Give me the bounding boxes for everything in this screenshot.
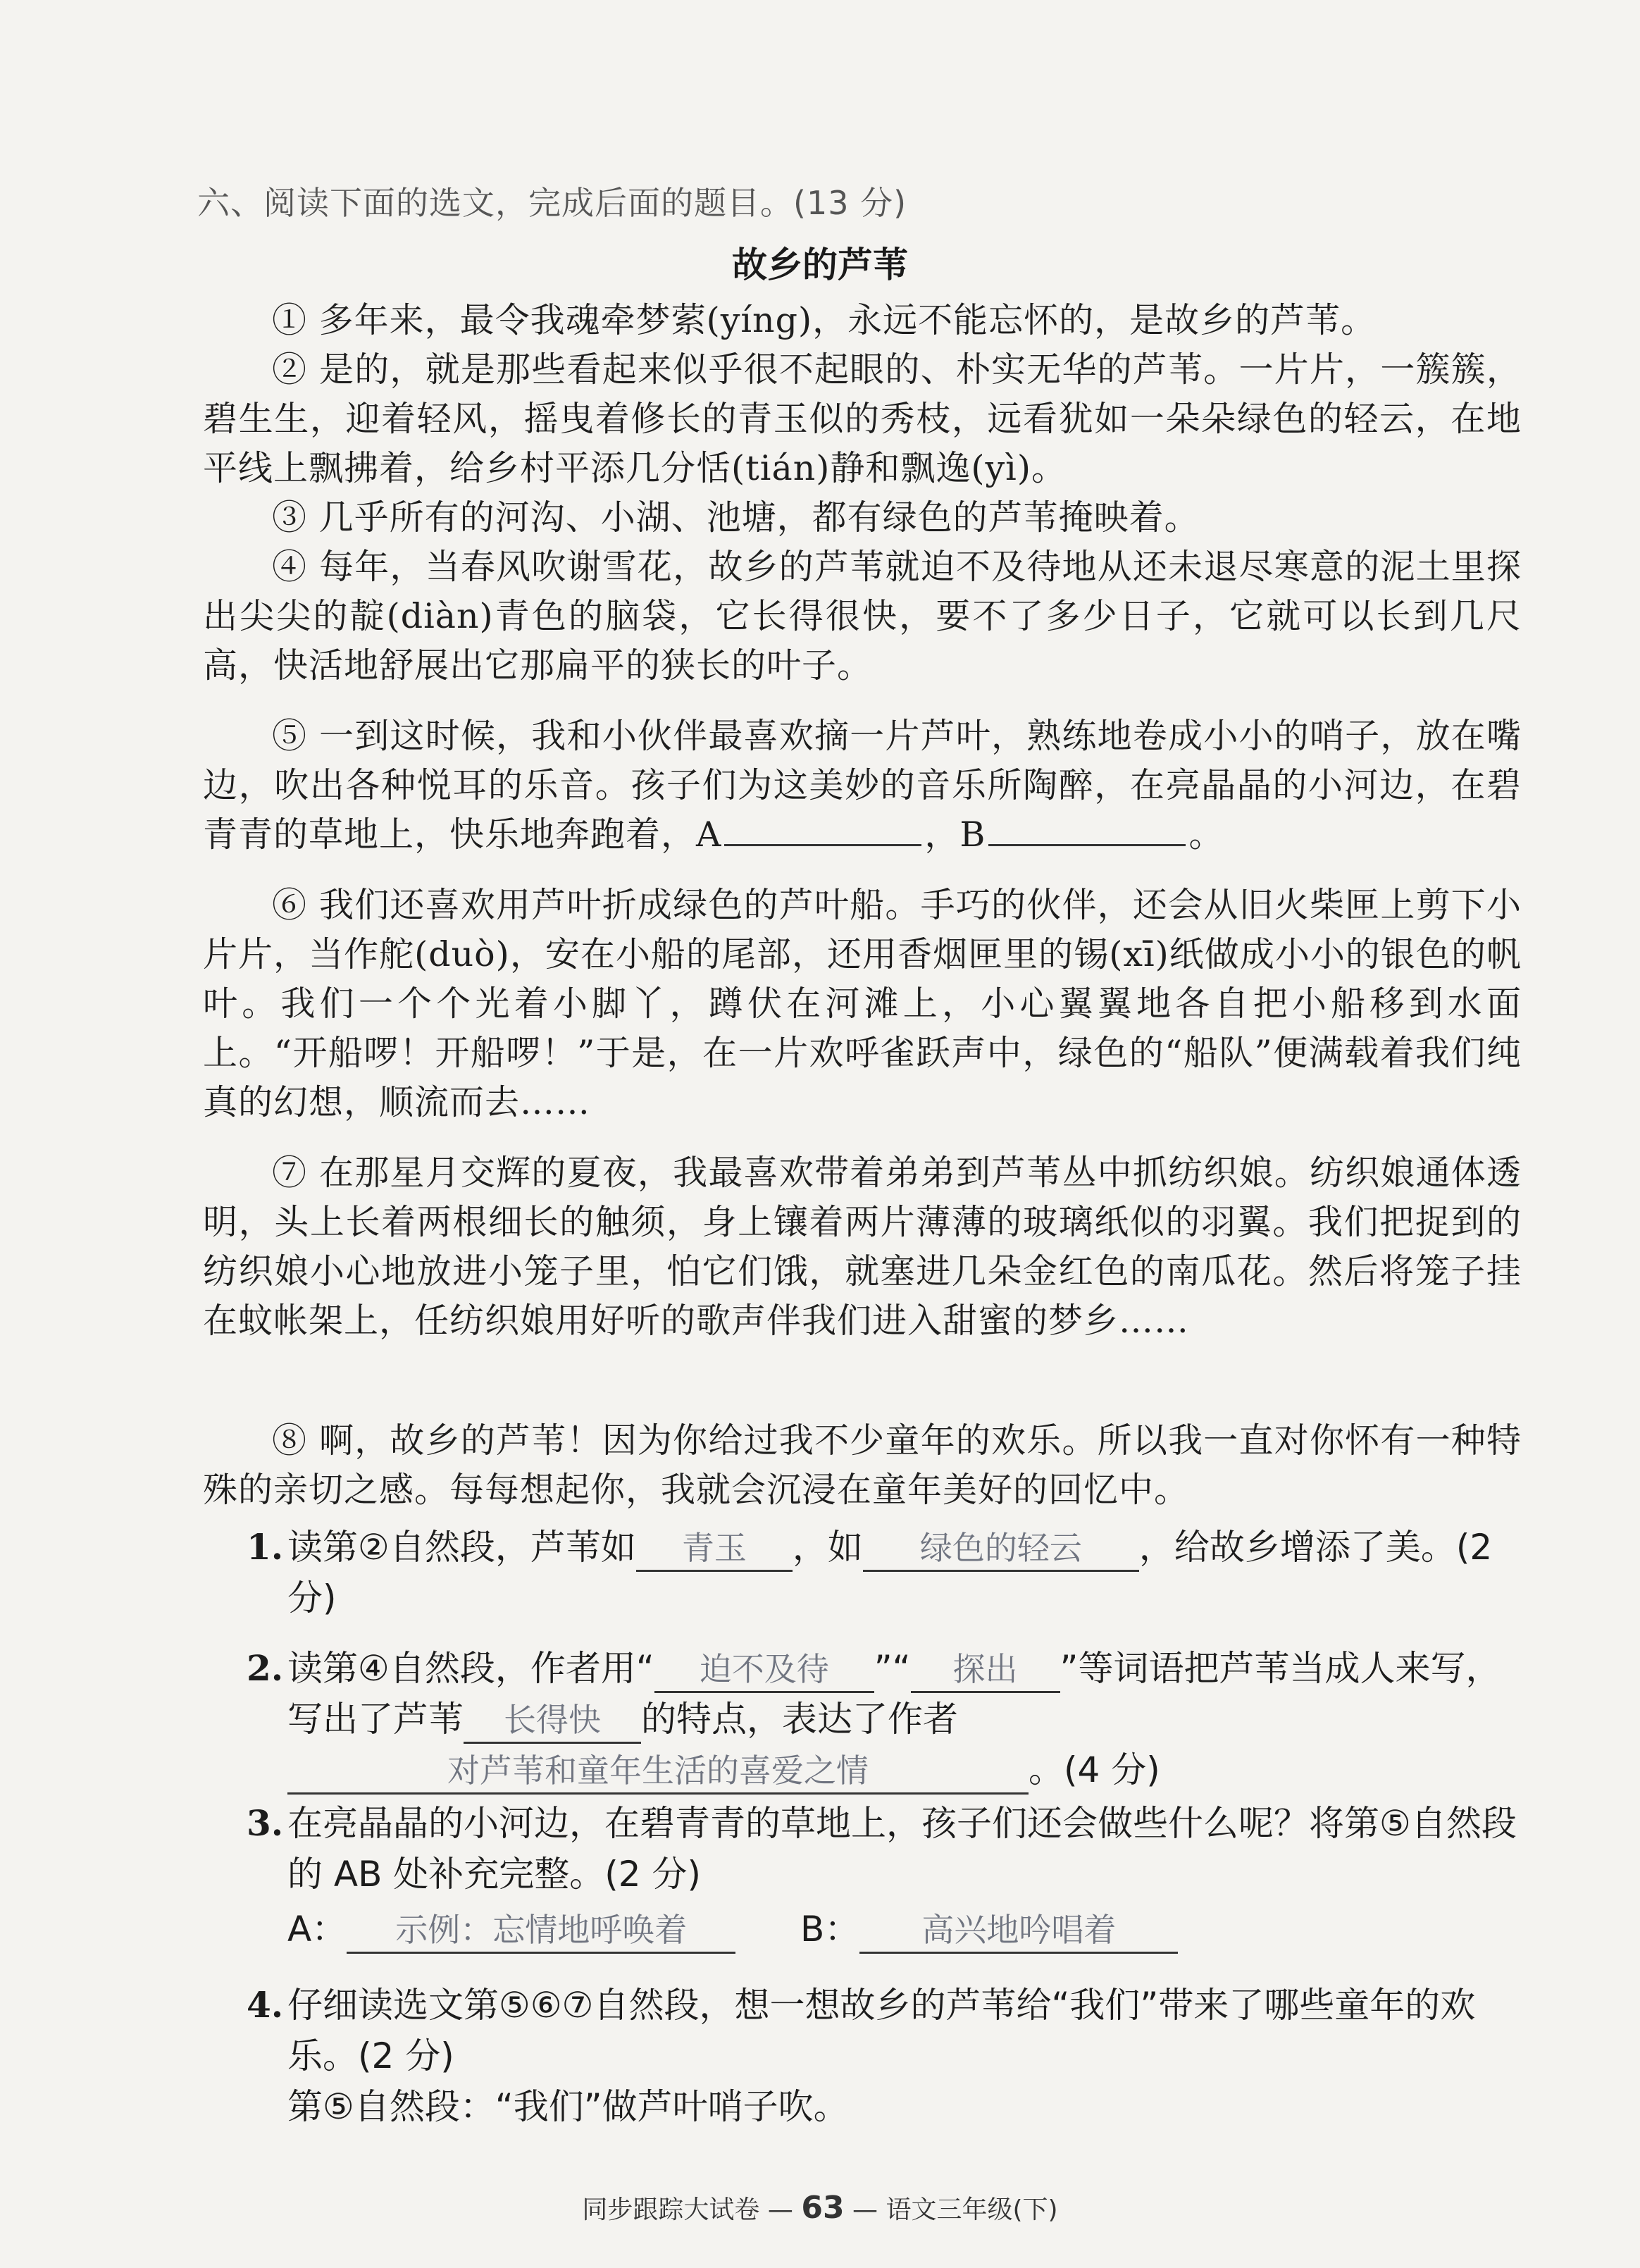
article-title: 故乡的芦苇 bbox=[732, 244, 908, 285]
q2-text-4: 的特点，表达了作者 bbox=[641, 1699, 958, 1740]
paragraph-2: ② 是的，就是那些看起来似乎很不起眼的、朴实无华的芦苇。一片片，一簇簇，碧生生，迎着轻风，摇曳着修长的青玉似的秀枝，远看犹如一朵朵绿色的轻云，在地平线上飘拂着，给乡村平添几分恬(tián)静和飘逸(yì)。 bbox=[203, 349, 1522, 488]
blank-a bbox=[724, 812, 921, 846]
question-4-line-1: 第⑤自然段：“我们”做芦叶哨子吹。 bbox=[287, 2086, 849, 2127]
q1-text-3: ，给故乡增添了美。(2分) bbox=[287, 1527, 1493, 1618]
q2-text-5: 。(4 分) bbox=[1029, 1749, 1160, 1790]
paragraph-3: ③ 几乎所有的河沟、小湖、池塘，都有绿色的芦苇掩映着。 bbox=[272, 497, 1200, 538]
paragraph-5-end: 。 bbox=[1188, 814, 1224, 855]
question-1-number: 1. bbox=[247, 1526, 284, 1568]
blank-b bbox=[988, 812, 1186, 846]
q2-answer-4: 对芦苇和童年生活的喜爱之情 bbox=[287, 1749, 1029, 1795]
paragraph-1: ① 多年来，最令我魂牵梦萦(yíng)，永远不能忘怀的，是故乡的芦苇。 bbox=[272, 300, 1377, 340]
q3-text: 在亮晶晶的小河边，在碧青青的草地上，孩子们还会做些什么呢？将第⑤自然段的 AB 处补充完整。(2 分) bbox=[287, 1803, 1517, 1895]
paragraph-6: ⑥ 我们还喜欢用芦叶折成绿色的芦叶船。手巧的伙伴，还会从旧火柴匣上剪下小片片，当作舵(duò)，安在小船的尾部，还用香烟匣里的锡(xī)纸做成小小的银色的帆叶。我们一个个光着小脚丫，蹲伏在河滩上，小心翼翼地各自把小船移到水面上。“开船啰！开船啰！”于是，在一片欢呼雀跃声中，绿色的“船队”便满载着我们纯真的幻想，顺流而去…… bbox=[203, 885, 1522, 1122]
question-3 bbox=[247, 1798, 1522, 1900]
blank-b-label: B bbox=[959, 814, 986, 855]
footer-right: — 语文三年级(下) bbox=[852, 2195, 1058, 2224]
q1-text-2: ，如 bbox=[792, 1527, 863, 1568]
question-2 bbox=[247, 1643, 1522, 1795]
paragraph-8: ⑧ 啊，故乡的芦苇！因为你给过我不少童年的欢乐。所以我一直对你怀有一种特殊的亲切之感。每每想起你，我就会沉浸在童年美好的回忆中。 bbox=[203, 1420, 1522, 1510]
page-number: 63 bbox=[801, 2190, 845, 2226]
q1-answer-1: 青玉 bbox=[636, 1526, 793, 1572]
q2-text-2: ”“ bbox=[874, 1648, 911, 1689]
q2-answer-2: 探出 bbox=[911, 1647, 1060, 1693]
q2-answer-3: 长得快 bbox=[464, 1698, 641, 1744]
question-1 bbox=[247, 1522, 1522, 1623]
q3-label-b: B： bbox=[800, 1909, 860, 1950]
blank-sep: ， bbox=[924, 814, 960, 855]
question-2-number: 2. bbox=[247, 1647, 284, 1689]
question-3-answers bbox=[287, 1904, 1522, 1954]
q3-answer-a: 示例：忘情地呼唤着 bbox=[347, 1908, 735, 1954]
footer-left: 同步跟踪大试卷 — bbox=[582, 2195, 793, 2224]
paragraph-5 bbox=[203, 712, 1522, 860]
q1-text-1: 读第②自然段，芦苇如 bbox=[287, 1527, 636, 1568]
question-3-number: 3. bbox=[247, 1802, 284, 1844]
paragraph-4: ④ 每年，当春风吹谢雪花，故乡的芦苇就迫不及待地从还未退尽寒意的泥土里探出尖尖的靛(diàn)青色的脑袋，它长得很快，要不了多少日子，它就可以长到几尺高，快活地舒展出它那扁平的狭长的叶子。 bbox=[203, 547, 1522, 686]
paragraph-7: ⑦ 在那星月交辉的夏夜，我最喜欢带着弟弟到芦苇丛中抓纺织娘。纺织娘通体透明，头上长着两根细长的触须，身上镶着两片薄薄的玻璃纸似的羽翼。我们把捉到的纺织娘小心地放进小笼子里，怕它们饿，就塞进几朵金红色的南瓜花。然后将笼子挂在蚊帐架上，任纺织娘用好听的歌声伴我们进入甜蜜的梦乡…… bbox=[203, 1153, 1522, 1341]
paragraph-5-text: ⑤ 一到这时候，我和小伙伴最喜欢摘一片芦叶，熟练地卷成小小的哨子，放在嘴边，吹出各种悦耳的乐音。孩子们为这美妙的音乐所陶醉，在亮晶晶的小河边，在碧青青的草地上，快乐地奔跑着， bbox=[203, 716, 1522, 855]
blank-a-label: A bbox=[696, 814, 722, 855]
q2-text-1: 读第④自然段，作者用“ bbox=[287, 1648, 654, 1689]
question-4 bbox=[247, 1980, 1522, 2081]
q1-answer-2: 绿色的轻云 bbox=[863, 1526, 1139, 1572]
q3-label-a: A： bbox=[287, 1909, 347, 1950]
q2-answer-1: 迫不及待 bbox=[654, 1647, 874, 1693]
q4-text: 仔细读选文第⑤⑥⑦自然段，想一想故乡的芦苇给“我们”带来了哪些童年的欢乐。(2 分) bbox=[287, 1985, 1476, 2076]
question-4-number: 4. bbox=[247, 1984, 284, 2026]
page-footer bbox=[0, 2190, 1640, 2226]
q3-answer-b: 高兴地吟唱着 bbox=[859, 1908, 1178, 1954]
q2-text-3: ”等词语把芦苇当成人来写，写出了芦苇 bbox=[287, 1648, 1501, 1740]
section-title: 六、阅读下面的选文，完成后面的题目。(13 分) bbox=[197, 184, 907, 222]
